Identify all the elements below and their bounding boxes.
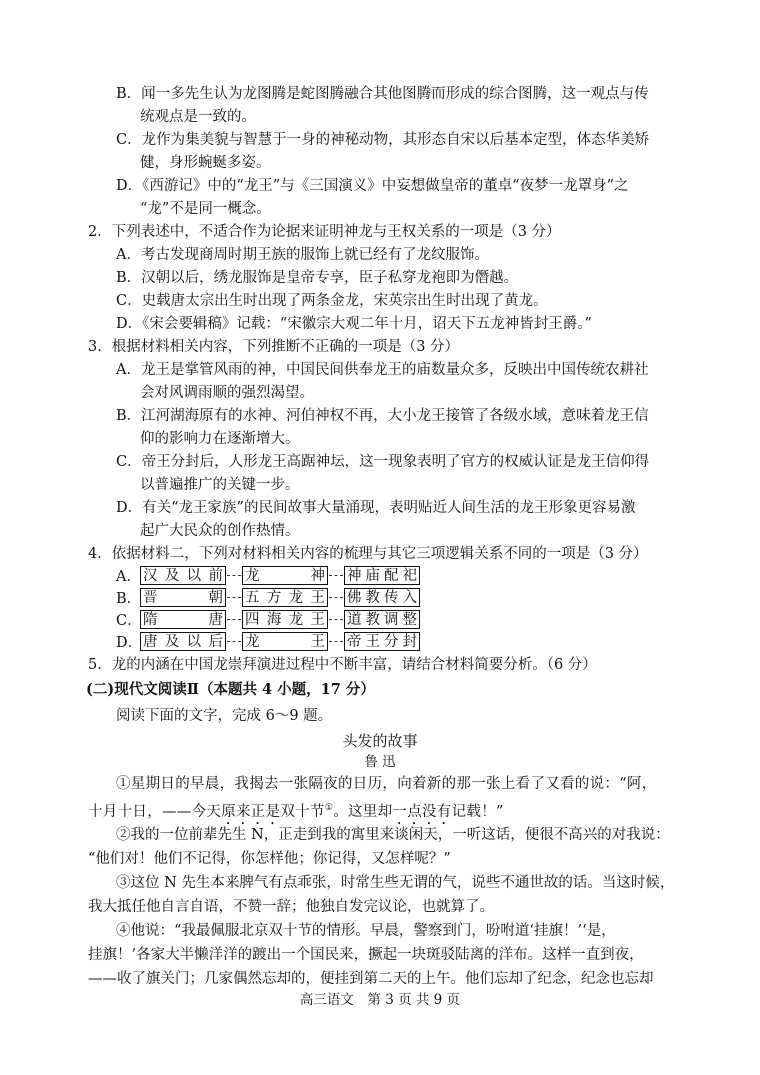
q1-option-d-line2: “龙”不是同一概念。 xyxy=(140,201,271,217)
passage-p2-line1: ②我的一位前辈先生 N，正走到我的寓里来谈闲天，一听这话，便很不高兴的对我说： xyxy=(116,827,670,843)
q4-cell-deity: 五方龙王 xyxy=(242,588,328,607)
q4-row-d xyxy=(116,630,420,652)
q4-connector xyxy=(329,575,343,576)
q2-option-d: D．《宋会要辑稿》记载：“宋徽宗大观二年十月，诏天下五龙神皆封王爵。” xyxy=(116,316,592,332)
q4-connector xyxy=(227,575,241,576)
q5-stem: 5．龙的内涵在中国龙崇拜演进过程中不断丰富，请结合材料简要分析。（6 分） xyxy=(88,657,597,673)
q4-row-c xyxy=(116,608,420,630)
q4-cell-cause: 道教调整 xyxy=(344,610,420,629)
passage-p1-line2 xyxy=(88,798,504,828)
q4-row-letter: B． xyxy=(116,590,142,607)
q1-option-d-line1: D．《西游记》中的“龙王”与《三国演义》中妄想做皇帝的董卓“夜梦一龙罩身”之 xyxy=(116,178,629,194)
q4-connector xyxy=(227,619,241,620)
q1-option-b-line2: 统观点是一致的。 xyxy=(140,109,256,125)
q2-option-b: B．汉朝以后，绣龙服饰是皇帝专享，臣子私穿龙袍即为僭越。 xyxy=(116,270,519,286)
q4-cell-cause: 帝王分封 xyxy=(344,632,420,651)
passage-text: 十月十日，——今天 xyxy=(88,803,222,820)
passage-p2-line2: “他们对！他们不记得，你怎样他；你记得，又怎样呢？” xyxy=(88,851,451,867)
q4-cell-cause: 佛教传入 xyxy=(344,588,420,607)
q4-connector xyxy=(227,597,241,598)
q1-option-c-line2: 健，身形蜿蜒多姿。 xyxy=(140,155,271,171)
q4-connector xyxy=(227,641,241,642)
page-footer: 高三语文 第 3 页 共 9 页 xyxy=(299,992,461,1008)
q3-stem: 3．根据材料相关内容，下列推断不正确的一项是（3 分） xyxy=(88,339,460,355)
q2-stem: 2．下列表述中，不适合作为论据来证明神龙与王权关系的一项是（3 分） xyxy=(88,224,561,240)
q4-row-b xyxy=(116,586,420,608)
q4-connector xyxy=(329,641,343,642)
passage-p4-line1: ④他说：“我最佩服北京双十节的情形。早晨，警察到门，吩咐道‘挂旗！’‘是， xyxy=(116,923,616,939)
q3-option-a-line2: 会对风调雨顺的强烈渴望。 xyxy=(140,385,314,401)
passage-p4-line2: 挂旗！’各家大半懒洋洋的踱出一个国民来，撅起一块斑驳陆离的洋布。这样一直到夜， xyxy=(88,947,644,963)
passage-text: 记载！” xyxy=(451,803,504,820)
passage-text: 。这里却 xyxy=(333,803,393,820)
q1-option-c-line1: C．龙作为集美貌与智慧于一身的神秘动物，其形态自宋以后基本定型，体态华美矫 xyxy=(116,132,650,148)
q2-option-c: C．史载唐太宗出生时出现了两条金龙，宋英宗出生时出现了黄龙。 xyxy=(116,293,548,309)
q4-connector xyxy=(329,597,343,598)
q4-cell-cause: 神庙配祀 xyxy=(344,566,420,585)
passage-author: 鲁 迅 xyxy=(364,754,396,770)
passage-title: 头发的故事 xyxy=(342,732,418,750)
q4-row-letter: D． xyxy=(116,634,143,651)
q3-option-d-line2: 起广大民众的创作热情。 xyxy=(140,523,300,539)
passage-p3-line1: ③这位 N 先生本来脾气有点乖张，时常生些无谓的气，说些不通世故的话。当这时候， xyxy=(116,875,675,891)
q3-option-d-line1: D．有关“龙王家族”的民间故事大量涌现，表明贴近人间生活的龙王形象更容易激 xyxy=(116,500,636,516)
q4-row-letter: A． xyxy=(116,568,141,585)
section-heading: (二)现代文阅读Ⅱ（本题共 4 小题，17 分） xyxy=(86,681,375,698)
passage-p1-line1: ①星期日的早晨，我揭去一张隔夜的日历，向着新的那一张上看了又看的说：“阿， xyxy=(116,776,657,792)
q3-option-c-line2: 以普遍推广的关键一步。 xyxy=(140,477,300,493)
q4-cell-era: 唐及以后 xyxy=(140,632,226,651)
passage-p3-line2: 我大抵任他自言自语，不赞一辞；他独自发完议论，也就算了。 xyxy=(88,899,494,915)
q4-row-letter: C． xyxy=(116,612,142,629)
emphasized-text: 一点没有 xyxy=(392,803,452,820)
q3-option-b-line1: B．江河湖海原有的水神、河伯神权不再，大小龙王接管了各级水域，意味着龙王信 xyxy=(116,408,649,424)
q4-cell-deity: 龙 王 xyxy=(242,632,328,651)
q2-option-a: A．考古发现商周时期王族的服饰上就已经有了龙纹服饰。 xyxy=(116,247,489,263)
passage-p4-line3: ——收了旗关门；几家偶然忘却的，便挂到第二天的上午。他们忘却了纪念，纪念也忘却 xyxy=(88,971,654,987)
q4-connector xyxy=(329,619,343,620)
footnote-marker: ① xyxy=(324,803,334,813)
q3-option-c-line1: C．帝王分封后，人形龙王高踞神坛，这一现象表明了官方的权威认证是龙王信仰得 xyxy=(116,454,650,470)
q4-cell-era: 汉及以前 xyxy=(140,566,226,585)
emphasized-text: 原来正是 xyxy=(221,803,281,820)
q4-row-a xyxy=(116,564,420,586)
q1-option-b-line1: B．闻一多先生认为龙图腾是蛇图腾融合其他图腾而形成的综合图腾，这一观点与传 xyxy=(116,86,649,102)
reading-instruction: 阅读下面的文字，完成 6～9 题。 xyxy=(116,708,333,724)
q4-cell-deity: 四海龙王 xyxy=(242,610,328,629)
passage-text: 双十节 xyxy=(280,803,325,820)
q3-option-b-line2: 仰的影响力在逐渐增大。 xyxy=(140,431,300,447)
q4-cell-era: 隋 唐 xyxy=(140,610,226,629)
q4-cell-deity: 龙 神 xyxy=(242,566,328,585)
q4-cell-era: 晋 朝 xyxy=(140,588,226,607)
q3-option-a-line1: A．龙王是掌管风雨的神，中国民间供奉龙王的庙数量众多，反映出中国传统农耕社 xyxy=(116,362,649,378)
q4-stem: 4．依据材料二，下列对材料相关内容的梳理与其它三项逻辑关系不同的一项是（3 分） xyxy=(88,546,648,562)
